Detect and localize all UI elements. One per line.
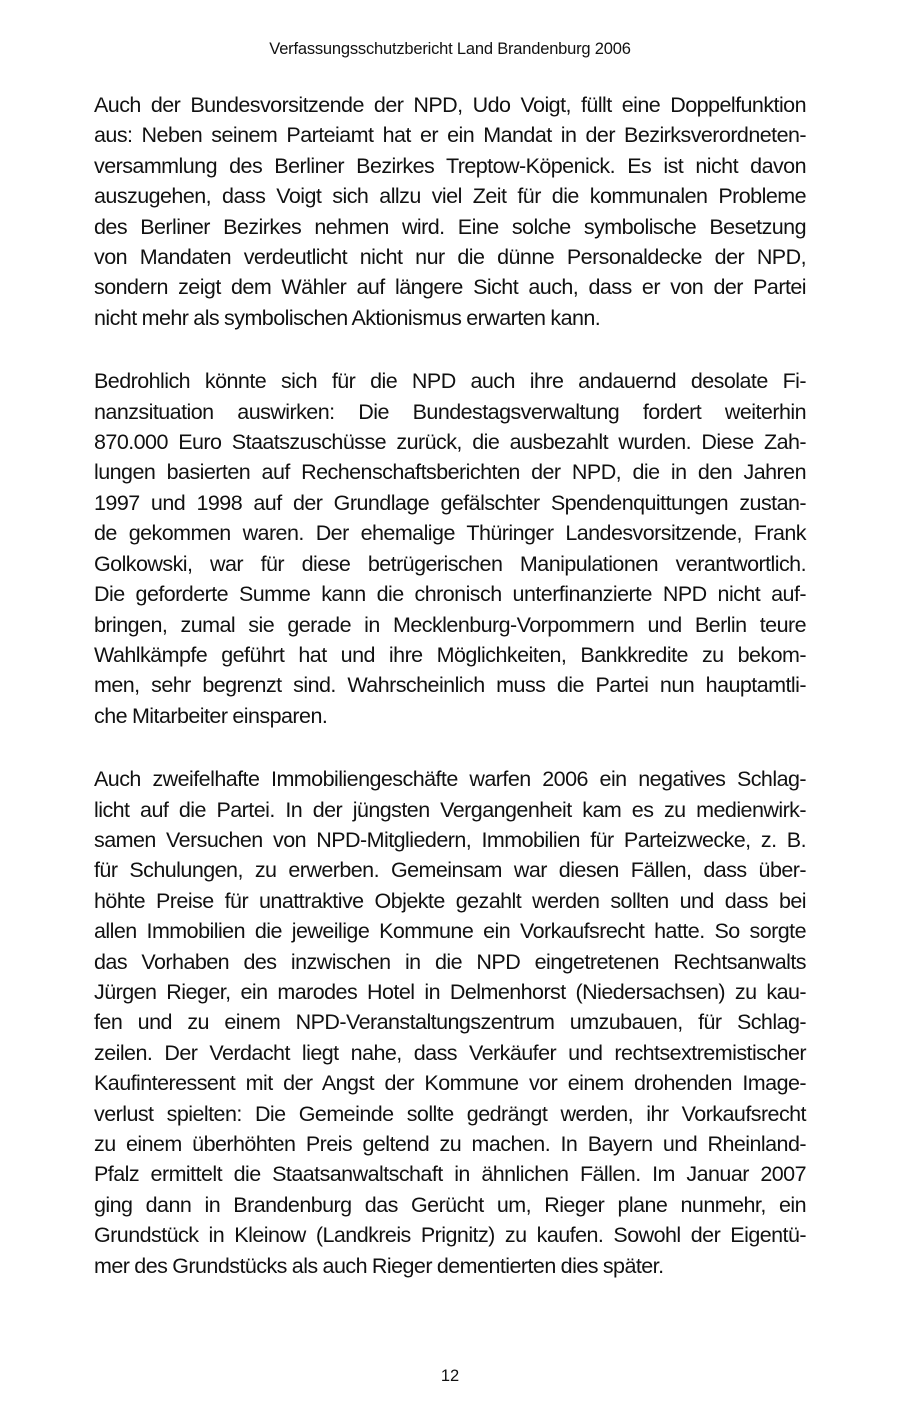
body-text [94,90,806,1281]
text-line: Auch zweifelhafte Immobiliengeschäfte warfen 2006 ein negatives Schlag- [94,767,806,792]
paragraph [94,764,806,1281]
text-line: ging dann in Brandenburg das Gerücht um, Rieger plane nunmehr, ein [94,1192,806,1217]
text-line: samen Versuchen von NPD-Mitgliedern, Immobilien für Parteizwecke, z. B. [94,827,806,852]
text-line: Wahlkämpfe geführt hat und ihre Möglichkeiten, Bankkredite zu bekom- [94,642,806,667]
text-line: höhte Preise für unattraktive Objekte gezahlt werden sollten und dass bei [94,888,806,913]
text-line: für Schulungen, zu erwerben. Gemeinsam war diesen Fällen, dass über- [94,858,806,883]
text-line: aus: Neben seinem Parteiamt hat er ein Mandat in der Bezirksverordneten- [94,123,806,148]
text-line: nanzsituation auswirken: Die Bundestagsverwaltung fordert weiterhin [94,399,806,424]
text-line: Bedrohlich könnte sich für die NPD auch ihre andauernd desolate Fi- [94,369,806,394]
text-line: sondern zeigt dem Wähler auf längere Sicht auch, dass er von der Partei [94,275,806,300]
text-line: nicht mehr als symbolischen Aktionismus erwarten kann. [94,305,601,330]
text-line: che Mitarbeiter einsparen. [94,703,328,728]
text-line: Pfalz ermittelt die Staatsanwaltschaft in ähnlichen Fällen. Im Januar 2007 [94,1162,806,1187]
text-line: versammlung des Berliner Bezirkes Treptow-Köpenick. Es ist nicht davon [94,153,806,178]
text-line: verlust spielten: Die Gemeinde sollte gedrängt werden, ihr Vorkaufsrecht [94,1101,806,1126]
running-header: Verfassungsschutzbericht Land Brandenburg 2006 [269,40,631,58]
text-line: Kaufinteressent mit der Angst der Kommune vor einem drohenden Image- [94,1071,806,1096]
text-line: bringen, zumal sie gerade in Mecklenburg-Vorpommern und Berlin teure [94,612,806,637]
text-line: 870.000 Euro Staatszuschüsse zurück, die ausbezahlt wurden. Diese Zah- [94,430,806,455]
text-line: Grundstück in Kleinow (Landkreis Prignitz) zu kaufen. Sowohl der Eigentü- [94,1223,806,1248]
text-line: zu einem überhöhten Preis geltend zu machen. In Bayern und Rheinland- [94,1132,806,1156]
text-line: allen Immobilien die jeweilige Kommune ein Vorkaufsrecht hatte. So sorgte [94,919,806,944]
text-line: das Vorhaben des inzwischen in die NPD eingetretenen Rechtsanwalts [94,949,806,974]
text-line: Die geforderte Summe kann die chronisch unterfinanzierte NPD nicht auf- [94,582,806,607]
text-line: zeilen. Der Verdacht liegt nahe, dass Verkäufer und rechtsextremistischer [94,1040,806,1065]
text-line: men, sehr begrenzt sind. Wahrscheinlich muss die Partei nun hauptamtli- [94,673,806,698]
paragraph [94,90,806,333]
text-line: mer des Grundstücks als auch Rieger dementierten dies später. [94,1253,664,1278]
text-line: 1997 und 1998 auf der Grundlage gefälschter Spendenquittungen zustan- [94,490,806,515]
text-line: lungen basierten auf Rechenschaftsberichten der NPD, die in den Jahren [94,460,806,485]
text-line: Auch der Bundesvorsitzende der NPD, Udo Voigt, füllt eine Doppelfunktion [94,93,806,117]
text-line: Jürgen Rieger, ein marodes Hotel in Delmenhorst (Niedersachsen) zu kau- [94,979,806,1004]
text-line: des Berliner Bezirkes nehmen wird. Eine solche symbolische Besetzung [94,214,806,239]
text-line: Golkowski, war für diese betrügerischen Manipulationen verantwortlich. [94,551,806,576]
text-line: licht auf die Partei. In der jüngsten Vergangenheit kam es zu medienwirk- [94,797,806,822]
text-line: von Mandaten verdeutlicht nicht nur die dünne Personaldecke der NPD, [94,245,806,270]
paragraph [94,366,806,731]
text-line: de gekommen waren. Der ehemalige Thüringer Landesvorsitzende, Frank [94,521,806,546]
page-number: 12 [440,1367,460,1385]
text-line: auszugehen, dass Voigt sich allzu viel Zeit für die kommunalen Probleme [94,184,806,209]
text-line: fen und zu einem NPD-Veranstaltungszentrum umzubauen, für Schlag- [94,1010,806,1035]
